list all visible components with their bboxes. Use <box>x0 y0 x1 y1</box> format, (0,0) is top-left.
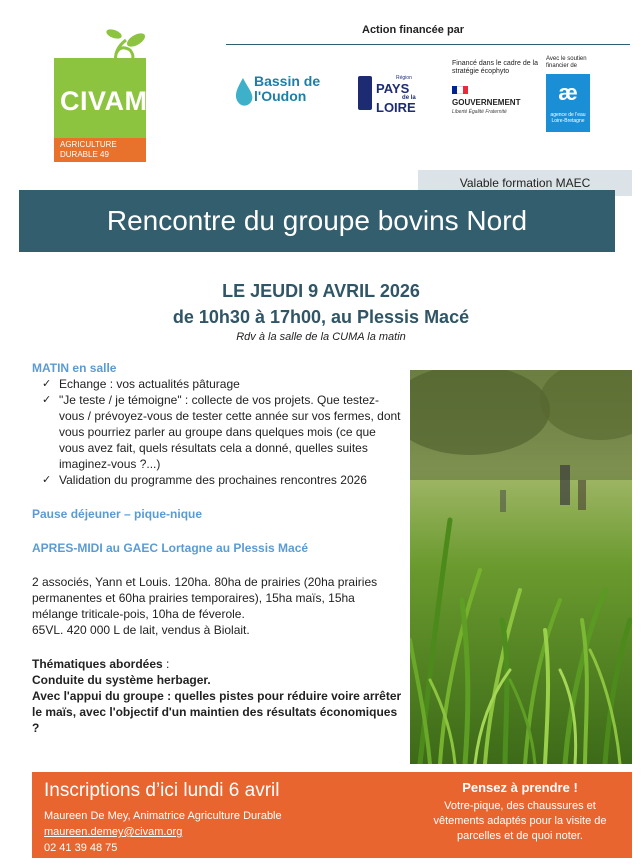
government-logo <box>452 60 540 134</box>
government-motto: Liberté Égalité Fraternité <box>452 109 507 115</box>
themes-heading <box>32 656 402 672</box>
funded-by-divider <box>226 44 630 45</box>
meeting-point: Rdv à la salle de la CUMA la matin <box>236 331 406 343</box>
theme-1: Conduite du système herbager. <box>32 673 211 687</box>
french-flag-icon <box>452 86 468 94</box>
civam-name: CIVAM <box>60 86 148 116</box>
reminder-title: Pensez à prendre ! <box>462 780 578 795</box>
themes-separator: : <box>162 657 170 671</box>
funded-by-title: Action financée par <box>362 24 465 36</box>
list-item <box>42 376 402 392</box>
region-line1: PAYS <box>376 81 410 96</box>
morning-list <box>42 376 402 488</box>
grass-field-photo <box>410 370 632 764</box>
region-pays-de-la-loire-logo <box>358 72 422 116</box>
list-item <box>42 472 402 488</box>
water-agency-logo <box>546 56 590 136</box>
morning-item-3: Validation du programme des prochaines rencontres 2026 <box>59 473 367 487</box>
contact-block <box>44 808 282 856</box>
water-agency-symbol: æ <box>558 80 578 105</box>
region-mark-icon <box>358 76 372 110</box>
morning-title: MATIN en salle <box>32 361 117 375</box>
registration-footer <box>32 772 632 858</box>
farm-description: 2 associés, Yann et Louis. 120ha. 80ha de prairies (20ha prairies permanentes et 60ha prairies temporaires), 15ha maïs, 15ha mélange triticale-pois, 10ha de féverole. <box>32 575 378 621</box>
contact-email-link[interactable]: maureen.demey@civam.org <box>44 826 183 838</box>
contact-name: Maureen De Mey, Animatrice Agriculture Durable <box>44 810 282 822</box>
event-date: LE JEUDI 9 AVRIL 2026 <box>222 281 420 301</box>
themes-label: Thématiques abordées <box>32 657 163 671</box>
government-name: GOUVERNEMENT <box>452 98 521 107</box>
check-icon: ✓ <box>42 394 52 406</box>
civam-subtitle <box>54 138 146 162</box>
water-agency-mark <box>546 74 590 132</box>
civam-logo <box>54 26 146 162</box>
civam-subtitle-line1: AGRICULTURE <box>60 140 117 149</box>
afternoon-title: APRES-MIDI au GAEC Lortagne au Plessis Macé <box>32 541 309 555</box>
reminder-block <box>420 780 620 844</box>
water-agency-support: Avec le soutien financier de <box>546 56 587 69</box>
event-time-location: de 10h30 à 17h00, au Plessis Macé <box>172 307 470 327</box>
region-small-label: Région <box>396 75 412 81</box>
program-section <box>32 360 402 736</box>
theme-2: Avec l'appui du groupe : quelles pistes pour réduire voire arrêter le maïs, avec l'objectif d'un maintien des résultats économiques ? <box>32 689 402 735</box>
water-agency-label: agence de l'eau Loire-Bretagne <box>550 112 586 124</box>
water-drop-icon <box>232 76 254 110</box>
farm-production: 65VL. 420 000 L de lait, vendus à Biolait. <box>32 623 250 637</box>
check-icon: ✓ <box>42 378 52 390</box>
morning-item-2: "Je teste / je témoigne" : collecte de vos projets. Que testez-vous / prévoyez-vous de tester cette année sur vos fermes, dont vous pourriez parler au groupe dans quelques mois (ce que vous avez fait, quels résultats cela a donné, quelles suites imaginez-vous ?...) <box>59 393 401 471</box>
reminder-text: Votre-pique, des chaussures et vêtements adaptés pour la visite de parcelles et de quoi noter. <box>433 800 607 842</box>
bassin-oudon-logo <box>232 72 344 112</box>
page-title: Rencontre du groupe bovins Nord <box>19 190 615 252</box>
morning-item-1: Echange : vos actualités pâturage <box>59 377 240 391</box>
region-line2: de la <box>402 95 416 101</box>
grass-field-image <box>410 370 632 764</box>
list-item <box>42 392 402 472</box>
bassin-oudon-name: Bassin de l'Oudon <box>254 73 321 104</box>
maec-training-tag: Valable formation MAEC <box>418 170 632 196</box>
contact-phone: 02 41 39 48 75 <box>44 842 118 854</box>
government-context: Financé dans le cadre de la stratégie écophyto <box>452 60 538 75</box>
registration-title: Inscriptions d’ici lundi 6 avril <box>44 780 280 801</box>
region-name <box>376 82 416 114</box>
civam-subtitle-line2: DURABLE 49 <box>60 150 109 159</box>
region-line3: LOIRE <box>376 100 416 115</box>
lunch-break: Pause déjeuner – pique-nique <box>32 507 203 521</box>
check-icon: ✓ <box>42 474 52 486</box>
